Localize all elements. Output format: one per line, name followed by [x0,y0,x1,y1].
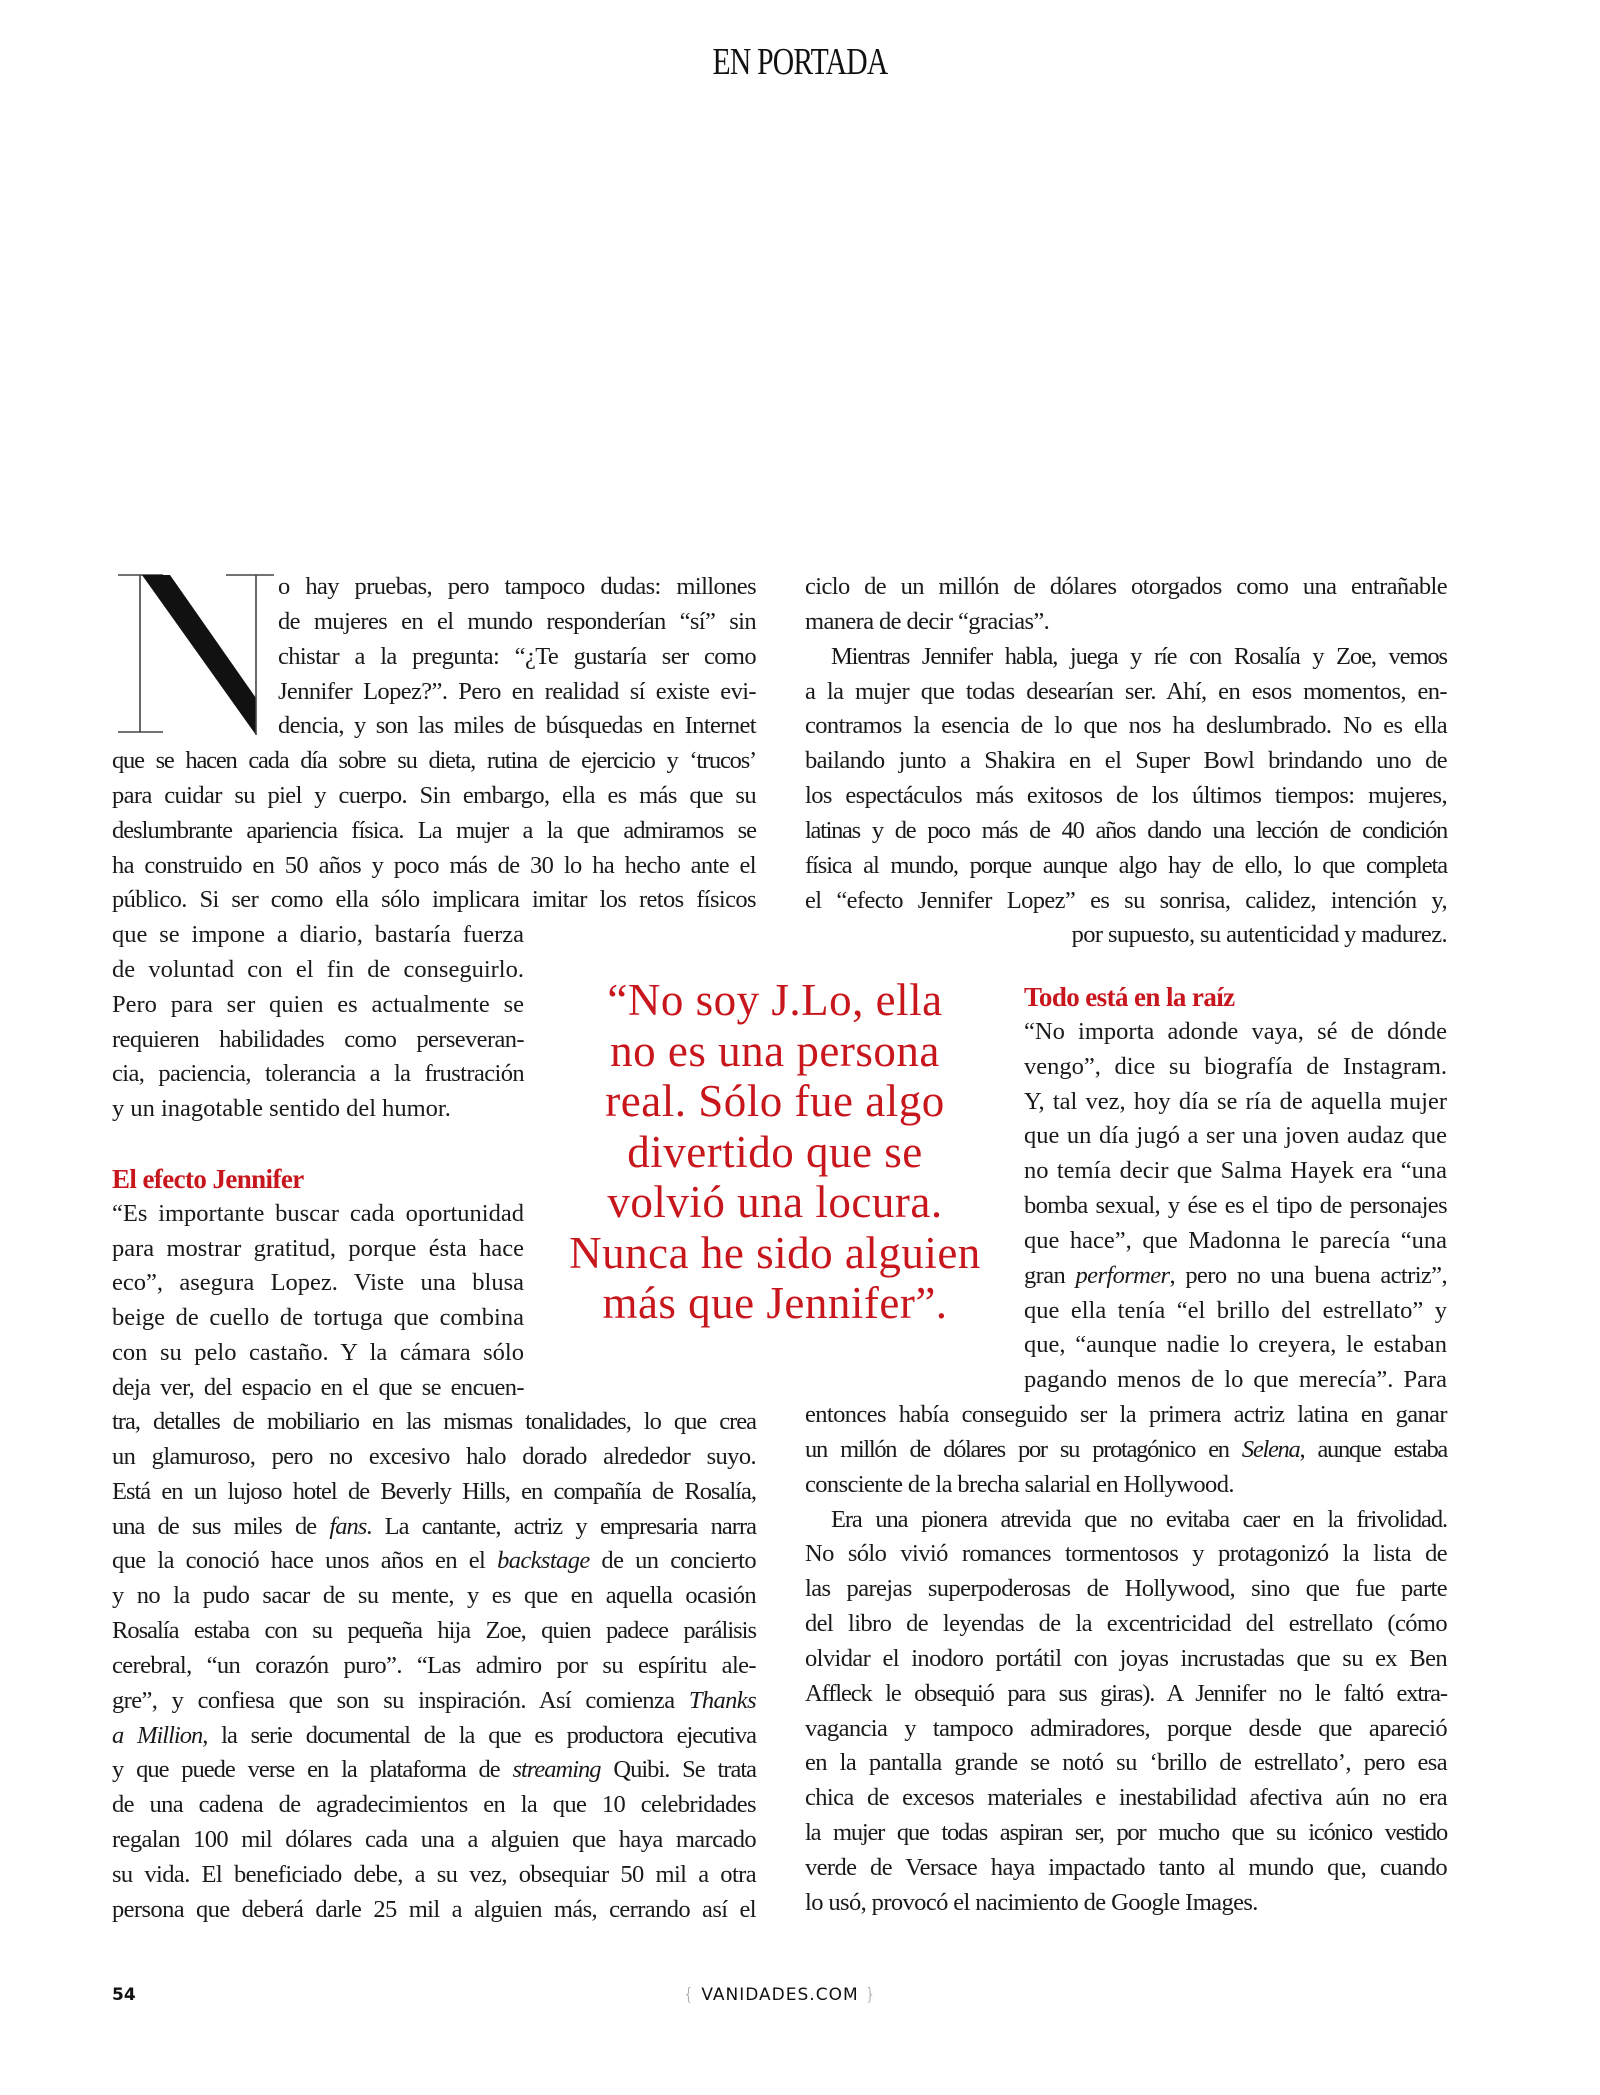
pull-quote-line: Nunca he sido alguien [569,1227,981,1278]
text-line: y que puede verse en la plataforma de streaming Quibi. Se trata [112,1756,756,1784]
text-line: “No importa adonde vaya, sé de dónde [1024,1017,1447,1045]
left-column-bottom [112,1405,756,1928]
text-line: que, “aunque nadie lo creyera, le estaban [1024,1331,1447,1359]
right-column-top [805,570,1447,953]
text-line: Y, tal vez, hoy día se ría de aquella mujer [1024,1087,1447,1115]
text-line: no temía decir que Salma Hayek era “una [1024,1157,1447,1185]
text-line: vagancia y tampoco admiradores, porque desde que apareció [805,1714,1447,1742]
text-line: vengo”, dice su biografía de Instagram. [1024,1052,1447,1080]
text-line: el “efecto Jennifer Lopez” es su sonrisa, calidez, intención y, [805,886,1447,914]
text-line: latinas y de poco más de 40 años dando una lección de condición [805,816,1447,844]
text-line: para mostrar gratitud, porque ésta hace [112,1234,524,1262]
text-line: que se hacen cada día sobre su dieta, rutina de ejercicio y ‘trucos’ [112,747,756,774]
text-line: que la conoció hace unos años en el backstage de un concierto [112,1547,756,1575]
dropcap-letter-n [118,570,278,740]
text-line: manera de decir “gracias”. [805,607,1050,635]
text-line: de voluntad con el fin de conseguirlo. [112,955,524,983]
site-url [0,1985,1560,2005]
text-line: Mientras Jennifer habla, juega y ríe con Rosalía y Zoe, vemos [831,642,1447,670]
text-line: física al mundo, porque aunque algo hay de ello, lo que completa [805,851,1447,879]
text-line: pagando menos de lo que merecía”. Para [1024,1366,1447,1394]
text-line: persona que deberá darle 25 mil a alguien más, cerrando así el [112,1895,756,1923]
text-line: Rosalía estaba con su pequeña hija Zoe, quien padece parálisis [112,1617,756,1645]
text-line: Está en un lujoso hotel de Beverly Hills, en compañía de Rosalía, [112,1477,756,1505]
pull-quote-line: “No soy J.Lo, ella [607,975,943,1025]
text-line: bomba sexual, y ése es el tipo de personajes [1024,1192,1447,1220]
text-line: y un inagotable sentido del humor. [112,1095,451,1123]
text-line: su vida. El beneficiado debe, a su vez, obsequiar 50 mil a otra [112,1860,756,1888]
text-line: de mujeres en el mundo responderían “sí” sin [278,607,756,635]
brace-open: { [683,1985,695,2005]
pull-quote-line: más que Jennifer”. [602,1278,948,1328]
text-line: cerebral, “un corazón puro”. “Las admiro por su espíritu ale- [112,1651,756,1679]
text-line: que hace”, que Madonna le parecía “una [1024,1226,1447,1254]
text-line: cia, paciencia, tolerancia a la frustración [112,1060,524,1088]
text-line: contramos la esencia de lo que nos ha deslumbrado. No es ella [805,712,1447,740]
left-column-intro-dropcap [278,570,756,744]
text-line: ha construido en 50 años y poco más de 30 lo ha hecho ante el [112,851,756,879]
text-line: que un día jugó a ser una joven audaz que [1024,1122,1447,1150]
text-line: público. Si ser como ella sólo implicara imitar los retos físicos [112,886,756,914]
section-header: EN PORTADA [712,41,888,83]
text-line: gre”, y confiesa que son su inspiración. Así comienza Thanks [112,1686,756,1714]
text-line: beige de cuello de tortuga que combina [112,1304,524,1332]
text-line: a Million, la serie documental de la que es productora ejecutiva [112,1721,756,1749]
text-line: ciclo de un millón de dólares otorgados como una entrañable [805,573,1447,600]
text-line: Pero para ser quien es actualmente se [112,990,524,1018]
text-line: Era una pionera atrevida que no evitaba caer en la frivolidad. [831,1505,1447,1533]
text-line: No sólo vivió romances tormentosos y protagonizó la lista de [805,1540,1447,1568]
text-line: los espectáculos más exitosos de los últimos tiempos: mujeres, [805,782,1447,810]
text-line: dencia, y son las miles de búsquedas en Internet [278,712,756,740]
text-line: requieren habilidades como perseveran- [112,1025,524,1053]
text-line: verde de Versace haya impactado tanto al mundo que, cuando [805,1853,1447,1881]
page-number: 54 [112,1985,136,2005]
text-line: eco”, asegura Lopez. Viste una blusa [112,1269,524,1297]
text-line: lo usó, provocó el nacimiento de Google Images. [805,1888,1258,1916]
subheading-el-efecto-jennifer: El efecto Jennifer [112,1163,304,1194]
text-line: entonces había conseguido ser la primera actriz latina en ganar [805,1401,1447,1428]
text-line: para cuidar su piel y cuerpo. Sin embargo, ella es más que su [112,781,756,809]
text-line: chica de excesos materiales e inestabilidad afectiva aún no era [805,1784,1447,1812]
left-column-narrow [112,918,524,1406]
site-name: VANIDADES.COM [701,1985,859,2005]
text-line: que se impone a diario, bastaría fuerza [112,921,524,948]
text-line: las parejas superpoderosas de Hollywood, sino que fue parte [805,1575,1447,1603]
text-line: consciente de la brecha salarial en Hollywood. [805,1470,1234,1498]
text-line: gran performer, pero no una buena actriz”, [1024,1261,1447,1289]
text-line: a la mujer que todas desearían ser. Ahí, en esos momentos, en- [805,677,1447,705]
subheading-todo-esta-en-la-raiz: Todo está en la raíz [1024,982,1235,1012]
spacer [112,1127,524,1162]
brace-close: } [865,1985,877,2005]
text-line: que ella tenía “el brillo del estrellato” y [1024,1296,1447,1324]
left-column-intro [112,744,756,918]
pull-quote [560,975,990,1329]
text-line: Affleck le obsequió para sus giras). A Jennifer no le faltó extra- [805,1679,1447,1707]
text-line: por supuesto, su autenticidad y madurez. [1071,921,1447,949]
text-line: deslumbrante apariencia física. La mujer a la que admiramos se [112,816,756,844]
text-line: Jennifer Lopez?”. Pero en realidad sí existe evi- [278,677,756,705]
text-line: en la pantalla grande se notó su ‘brillo de estrellato’, pero esa [805,1749,1447,1777]
right-column-narrow [1024,980,1447,1398]
right-column-bottom [805,1398,1447,1921]
pull-quote-line: real. Sólo fue algo [605,1076,945,1126]
text-line: o hay pruebas, pero tampoco dudas: millones [278,573,756,600]
text-line: regalan 100 mil dólares cada una a alguien que haya marcado [112,1826,756,1854]
text-line: una de sus miles de fans. La cantante, actriz y empresaria narra [112,1512,756,1540]
text-line: un glamuroso, pero no excesivo halo dorado alrededor suyo. [112,1442,756,1470]
text-line: con su pelo castaño. Y la cámara sólo [112,1339,524,1367]
text-line: olvidar el inodoro portátil con joyas incrustadas que su ex Ben [805,1644,1447,1672]
text-line: un millón de dólares por su protagónico en Selena, aunque estaba [805,1435,1447,1463]
text-line: bailando junto a Shakira en el Super Bowl brindando uno de [805,747,1447,775]
text-line: chistar a la pregunta: “¿Te gustaría ser como [278,642,756,670]
text-line: “Es importante buscar cada oportunidad [112,1199,524,1227]
text-line: de una cadena de agradecimientos en la que 10 celebridades [112,1791,756,1819]
text-line: y no la pudo sacar de su mente, y es que en aquella ocasión [112,1582,756,1610]
pull-quote-line: volvió una locura. [607,1177,943,1227]
text-line: del libro de leyendas de la excentricidad del estrellato (cómo [805,1610,1447,1638]
text-line: tra, detalles de mobiliario en las mismas tonalidades, lo que crea [112,1408,756,1435]
pull-quote-line: no es una persona [610,1025,940,1076]
pull-quote-line: divertido que se [627,1126,923,1177]
text-line: la mujer que todas aspiran ser, por mucho que su icónico vestido [805,1819,1447,1847]
text-line: deja ver, del espacio en el que se encuen- [112,1373,524,1401]
